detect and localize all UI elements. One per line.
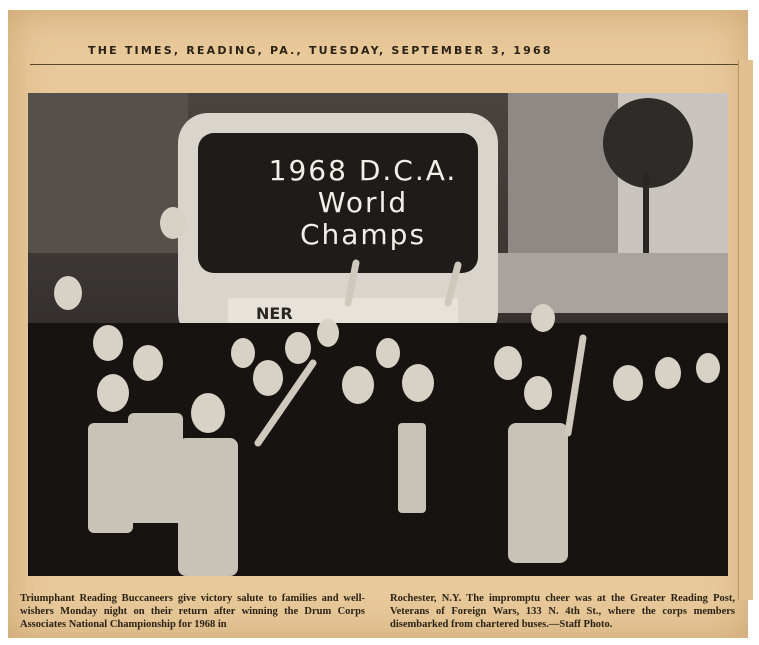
- caption-right-column: Rochester, N.Y. The impromptu cheer was at the Greater Reading Post, Veterans of Foreign Wars, 133 N. 4th St., where the corps members disembarked from chartered buses.—Staff Photo.: [390, 593, 735, 630]
- newspaper-masthead: THE TIMES, READING, PA., TUESDAY, SEPTEMBER 3, 1968: [88, 44, 553, 57]
- sign-line-3: Champs: [299, 218, 427, 252]
- street: [498, 253, 728, 313]
- bus-windshield-sign: [228, 155, 498, 252]
- sign-line-1: 1968 D.C.A.: [268, 154, 458, 187]
- bus-banner-text: NER: [256, 304, 293, 323]
- torn-edge-strip: [738, 60, 753, 600]
- sign-line-2: World: [317, 186, 409, 220]
- staff-photo: [28, 93, 728, 576]
- newspaper-clipping: [8, 10, 748, 638]
- tree-trunk: [643, 173, 649, 253]
- caption-left-column: Triumphant Reading Buccaneers give victory salute to families and well-wishers Monday night on their return after winning the Drum Corps Associates National Championship for 1968 in: [20, 593, 365, 630]
- masthead-rule: [30, 64, 744, 65]
